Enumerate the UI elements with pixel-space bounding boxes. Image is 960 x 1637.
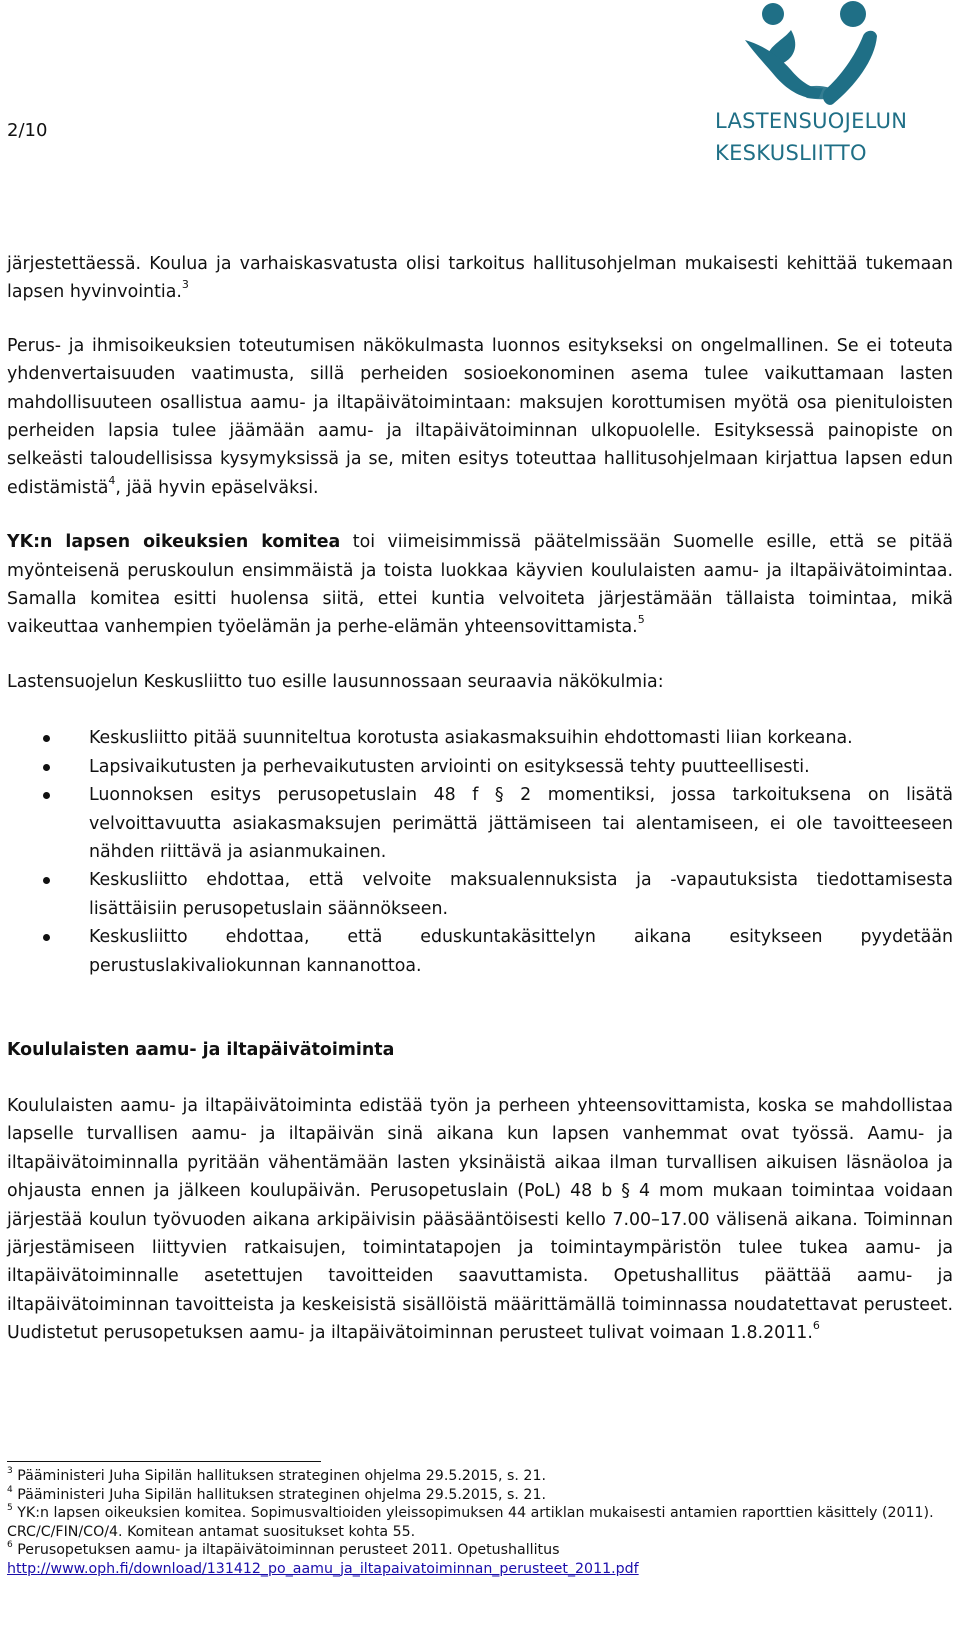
footnote-3: $^3$ Pääministeri Juha Sipilän hallituksen strateginen ohjelma 29.5.2015, s. 21. — [7, 1466, 546, 1484]
footnote-divider — [7, 1461, 321, 1462]
list-item: Keskusliitto pitää suunniteltua korotusta asiakasmaksuihin ehdottomasti liian korkeana. — [7, 724, 953, 752]
logo-figure-icon — [745, 1, 877, 105]
footnote-ref-4[interactable]: 4 — [108, 473, 116, 487]
page-number: 2/10 — [7, 120, 48, 141]
paragraph-3 — [7, 528, 953, 642]
list-item: Luonnoksen esitys perusopetuslain 48 f § 2 momentiksi, jossa tarkoituksena on lisätä velvoittavuutta asiakasmaksujen perimättä jättämiseen tai alentamiseen, ei ole tavoitteeseen nähden riittävä ja asianmukainen. — [7, 781, 953, 866]
footnote-ref-3[interactable]: 3 — [181, 278, 189, 292]
paragraph-1 — [7, 250, 953, 307]
list-item: Lapsivaikutusten ja perhevaikutusten arviointi on esityksessä tehty puutteellisesti. — [7, 753, 953, 781]
bullet-icon — [43, 934, 50, 941]
paragraph-3-bold: YK:n lapsen oikeuksien komitea — [7, 532, 341, 553]
footnote-ref-6[interactable]: 6 — [812, 1319, 820, 1333]
bullet-list — [7, 724, 953, 980]
paragraph-2 — [7, 332, 953, 502]
section-heading: Koululaisten aamu- ja iltapäivätoiminta — [7, 1039, 395, 1060]
bullet-icon — [43, 792, 50, 799]
logo-line-1: LASTENSUOJELUN — [715, 109, 908, 133]
footnote-4: $^4$ Pääministeri Juha Sipilän hallituksen strateginen ohjelma 29.5.2015, s. 21. — [7, 1484, 546, 1503]
bullet-icon — [43, 764, 50, 771]
list-item: Keskusliitto ehdottaa, että eduskuntakäsittelyn aikana esitykseen pyydetään perustuslakivaliokunnan kannanottoa. — [7, 923, 953, 980]
footnote-ref-5[interactable]: 5 — [637, 613, 645, 627]
logo-line-2: KESKUSLIITTO — [715, 141, 867, 165]
lastensuojelun-keskusliitto-logo — [715, 0, 960, 170]
paragraph-2-text-a: Perus- ja ihmisoikeuksien toteutumisen näkökulmasta luonnos esitykseksi on ongelmallinen. Se ei toteuta yhdenvertaisuuden vaatimusta, sillä perheiden sosioekonominen asema tulee vaikuttamaan lasten mahdollisuuteen osallistua aamu- ja iltapäivätoimintaan: maksujen korottumisen myötä osa pienituloisten perheiden lapsia tulee jäämään aamu- ja iltapäivätoiminnan ulkopuolelle. Esityksessä painopiste on selkeästi taloudellisissa kysymyksissä ja se, miten esitys toteuttaa hallitusohjelmaan kirjattua lapsen edun edistämistä — [7, 335, 953, 498]
document-body — [7, 250, 953, 1348]
paragraph-5-text: Koululaisten aamu- ja iltapäivätoiminta edistää työn ja perheen yhteensovittamista, koska se mahdollistaa lapselle turvallisen aamu- ja iltapäivän sinä aikana kun lapsen vanhemmat ovat työssä. Aamu- ja iltapäivätoiminnalla pyritään vähentämään lasten yksinäistä aikaa ilman turvallisen aikuisen läsnäoloa ja ohjausta ennen ja jälkeen koulupäivän. Perusopetuslain (PoL) 48 b § 4 mom mukaan toimintaa voidaan järjestää koulun työvuoden aikana arkipäivisin pääsääntöisesti kello 7.00–17.00 välisenä aikana. Toiminnan järjestämiseen liittyvien ratkaisujen, toimintatapojen ja toimintaympäristön tulee tukea aamu- ja iltapäivätoiminnalle asetettujen tavoitteiden saavuttamista. Opetushallitus päättää aamu- ja iltapäivätoiminnan tavoitteista ja keskeisistä sisällöistä määrittämällä toiminnassa noudatettavat perusteet. Uudistetut perusopetuksen aamu- ja iltapäivätoiminnan perusteet tulivat voimaan 1.8.2011. — [7, 1095, 953, 1344]
footnote-5: $^5$ YK:n lapsen oikeuksien komitea. Sopimusvaltioiden yleissopimuksen 44 artiklan mukaisesti antamien raporttien käsittely (2011). CRC/C/FIN/CO/4. Komitean antamat suositukset kohta 55. — [7, 1503, 934, 1540]
paragraph-2-text-b: , jää hyvin epäselväksi. — [115, 477, 319, 498]
paragraph-4: Lastensuojelun Keskusliitto tuo esille lausunnossaan seuraavia näkökulmia: — [7, 671, 664, 692]
list-item: Keskusliitto ehdottaa, että velvoite maksualennuksista ja -vapautuksista tiedottamisesta lisättäisiin perusopetuslain säännökseen. — [7, 866, 953, 923]
paragraph-1-text: järjestettäessä. Koulua ja varhaiskasvatusta olisi tarkoitus hallitusohjelman mukaisesti kehittää tukemaan lapsen hyvinvointia. — [7, 254, 953, 303]
paragraph-5 — [7, 1092, 953, 1348]
footnotes — [7, 1467, 953, 1578]
paragraph-3-text: toi viimeisimmissä päätelmissään Suomelle esille, että se pitää myönteisenä peruskoulun ensimmäistä ja toista luokkaa käyvien koululaisten aamu- ja iltapäivätoimintaa. Samalla komitea esitti huolensa siitä, ettei kuntia velvoiteta järjestämään tällaista toimintaa, mikä vaikeuttaa vanhempien työelämän ja perhe-elämän yhteensovittamista. — [7, 532, 954, 638]
bullet-icon — [43, 877, 50, 884]
bullet-icon — [43, 735, 50, 742]
footnote-6-link[interactable]: http://www.oph.fi/download/131412_po_aamu_ja_iltapaivatoiminnan_perusteet_2011.pdf — [7, 1560, 639, 1577]
footnote-6: $^6$ Perusopetuksen aamu- ja iltapäivätoiminnan perusteet 2011. Opetushallitus http://www.oph.fi/download/131412_po_aamu_ja_iltapaivatoiminnan_perusteet_2011.pdf — [7, 1540, 639, 1577]
